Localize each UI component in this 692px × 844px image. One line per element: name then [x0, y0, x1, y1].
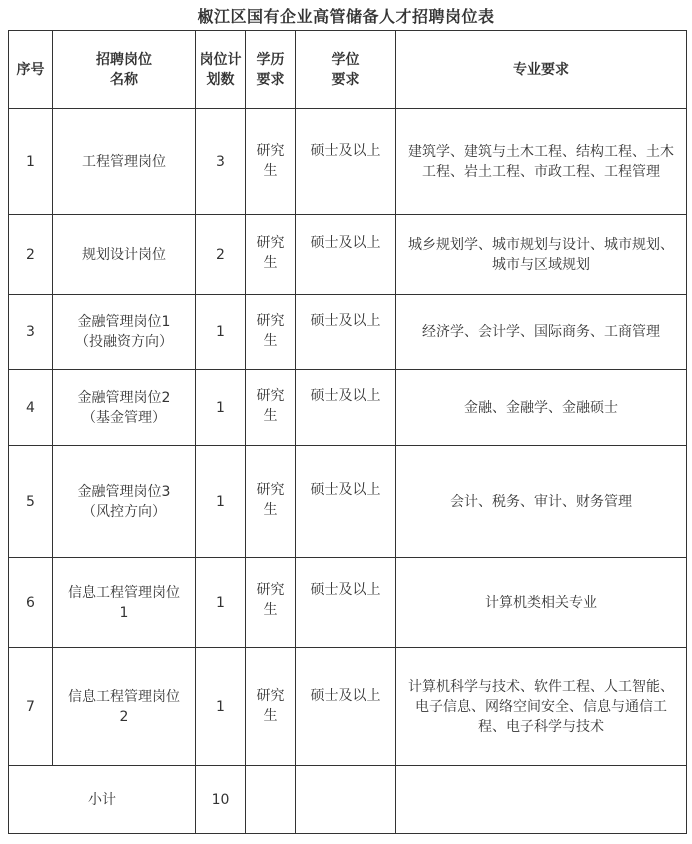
row-major: 建筑学、建筑与土木工程、结构工程、土木工程、岩土工程、市政工程、工程管理 — [396, 109, 687, 215]
row-seq: 4 — [9, 370, 53, 446]
row-name: 金融管理岗位3（风控方向） — [53, 446, 196, 558]
row-edu: 研究生 — [246, 370, 296, 446]
header-degree: 学位要求 — [296, 31, 396, 109]
row-count: 1 — [196, 370, 246, 446]
row-degree: 硕士及以上 — [296, 215, 396, 295]
table-row — [9, 109, 687, 215]
table-row — [9, 370, 687, 446]
recruitment-table — [8, 30, 687, 834]
row-name: 信息工程管理岗位1 — [53, 558, 196, 648]
row-seq: 5 — [9, 446, 53, 558]
row-name: 规划设计岗位 — [53, 215, 196, 295]
row-seq: 1 — [9, 109, 53, 215]
row-major: 会计、税务、审计、财务管理 — [396, 446, 687, 558]
table-header-row — [9, 31, 687, 109]
row-name: 金融管理岗位1（投融资方向） — [53, 295, 196, 370]
row-count: 1 — [196, 648, 246, 766]
row-major: 计算机类相关专业 — [396, 558, 687, 648]
row-edu: 研究生 — [246, 558, 296, 648]
row-seq: 2 — [9, 215, 53, 295]
table-row — [9, 648, 687, 766]
row-count: 1 — [196, 295, 246, 370]
table-row — [9, 295, 687, 370]
row-edu: 研究生 — [246, 109, 296, 215]
row-count: 1 — [196, 446, 246, 558]
row-edu: 研究生 — [246, 446, 296, 558]
row-edu: 研究生 — [246, 215, 296, 295]
header-count: 岗位计划数 — [196, 31, 246, 109]
row-major: 金融、金融学、金融硕士 — [396, 370, 687, 446]
table-row — [9, 446, 687, 558]
header-name: 招聘岗位名称 — [53, 31, 196, 109]
row-edu: 研究生 — [246, 648, 296, 766]
header-seq: 序号 — [9, 31, 53, 109]
row-name: 信息工程管理岗位2 — [53, 648, 196, 766]
row-degree: 硕士及以上 — [296, 370, 396, 446]
row-seq: 7 — [9, 648, 53, 766]
row-name: 工程管理岗位 — [53, 109, 196, 215]
row-count: 2 — [196, 215, 246, 295]
row-count: 3 — [196, 109, 246, 215]
subtotal-row — [9, 766, 687, 834]
row-count: 1 — [196, 558, 246, 648]
table-row — [9, 558, 687, 648]
subtotal-count: 10 — [196, 766, 246, 834]
subtotal-label: 小计 — [9, 766, 196, 834]
row-seq: 6 — [9, 558, 53, 648]
row-edu: 研究生 — [246, 295, 296, 370]
header-major: 专业要求 — [396, 31, 687, 109]
row-seq: 3 — [9, 295, 53, 370]
subtotal-major-empty — [396, 766, 687, 834]
row-degree: 硕士及以上 — [296, 295, 396, 370]
row-major: 城乡规划学、城市规划与设计、城市规划、城市与区域规划 — [396, 215, 687, 295]
row-major: 计算机科学与技术、软件工程、人工智能、电子信息、网络空间安全、信息与通信工程、电子科学与技术 — [396, 648, 687, 766]
row-degree: 硕士及以上 — [296, 446, 396, 558]
row-degree: 硕士及以上 — [296, 558, 396, 648]
subtotal-degree-empty — [296, 766, 396, 834]
row-name: 金融管理岗位2（基金管理） — [53, 370, 196, 446]
page-title: 椒江区国有企业高管储备人才招聘岗位表 — [197, 7, 495, 26]
row-degree: 硕士及以上 — [296, 648, 396, 766]
row-major: 经济学、会计学、国际商务、工商管理 — [396, 295, 687, 370]
table-row — [9, 215, 687, 295]
subtotal-edu-empty — [246, 766, 296, 834]
row-degree: 硕士及以上 — [296, 109, 396, 215]
header-edu: 学历要求 — [246, 31, 296, 109]
